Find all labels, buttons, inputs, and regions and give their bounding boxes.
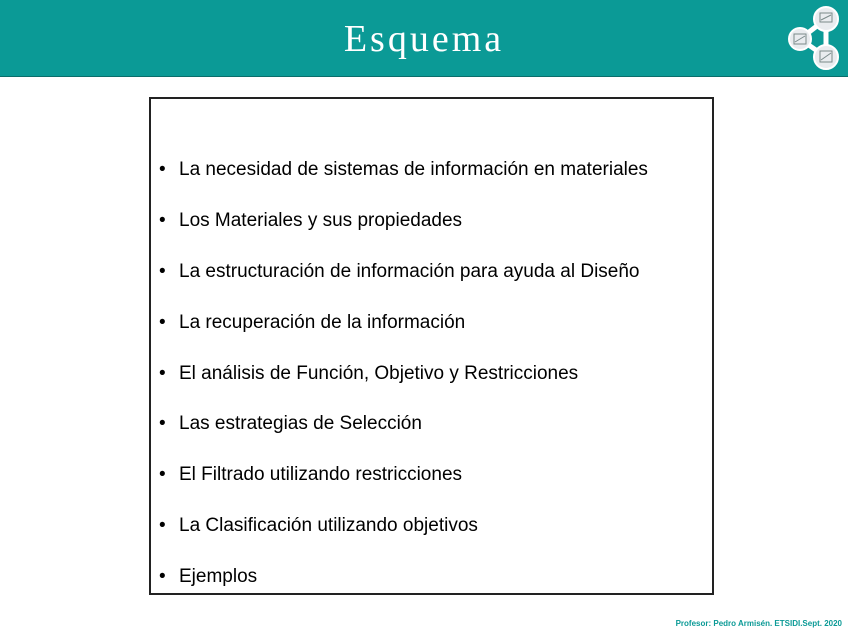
outline-item [159,158,648,182]
footer-credit: Profesor: Pedro Armisén. ETSIDI.Sept. 2020 [675,619,842,628]
outline-item-text: Los Materiales y sus propiedades [179,210,463,231]
outline-item [159,362,578,386]
outline-item-text: La estructuración de información para ayuda al Diseño [179,261,640,282]
bullet-icon: • [159,210,166,231]
slide-header [0,0,848,77]
outline-item [159,514,478,538]
outline-item [159,412,422,436]
outline-item-text: La necesidad de sistemas de información en materiales [179,159,648,180]
outline-item-text: La recuperación de la información [179,312,466,333]
bullet-icon: • [159,363,166,384]
bullet-icon: • [159,515,166,536]
outline-item [159,260,640,284]
outline-item [159,311,465,335]
outline-item-text: El análisis de Función, Objetivo y Restricciones [179,363,579,384]
outline-item-text: Las estrategias de Selección [179,413,422,434]
outline-item [159,209,462,233]
bullet-icon: • [159,464,166,485]
bullet-icon: • [159,413,166,434]
outline-item-text: Ejemplos [179,566,258,587]
bullet-icon: • [159,566,166,587]
bullet-icon: • [159,261,166,282]
outline-item [159,565,257,589]
molecule-network-icon [780,5,844,71]
bullet-icon: • [159,159,166,180]
outline-item-text: La Clasificación utilizando objetivos [179,515,478,536]
outline-box [149,97,714,595]
outline-item-text: El Filtrado utilizando restricciones [179,464,463,485]
outline-item [159,463,462,487]
slide-title: Esquema [343,18,505,60]
bullet-icon: • [159,312,166,333]
